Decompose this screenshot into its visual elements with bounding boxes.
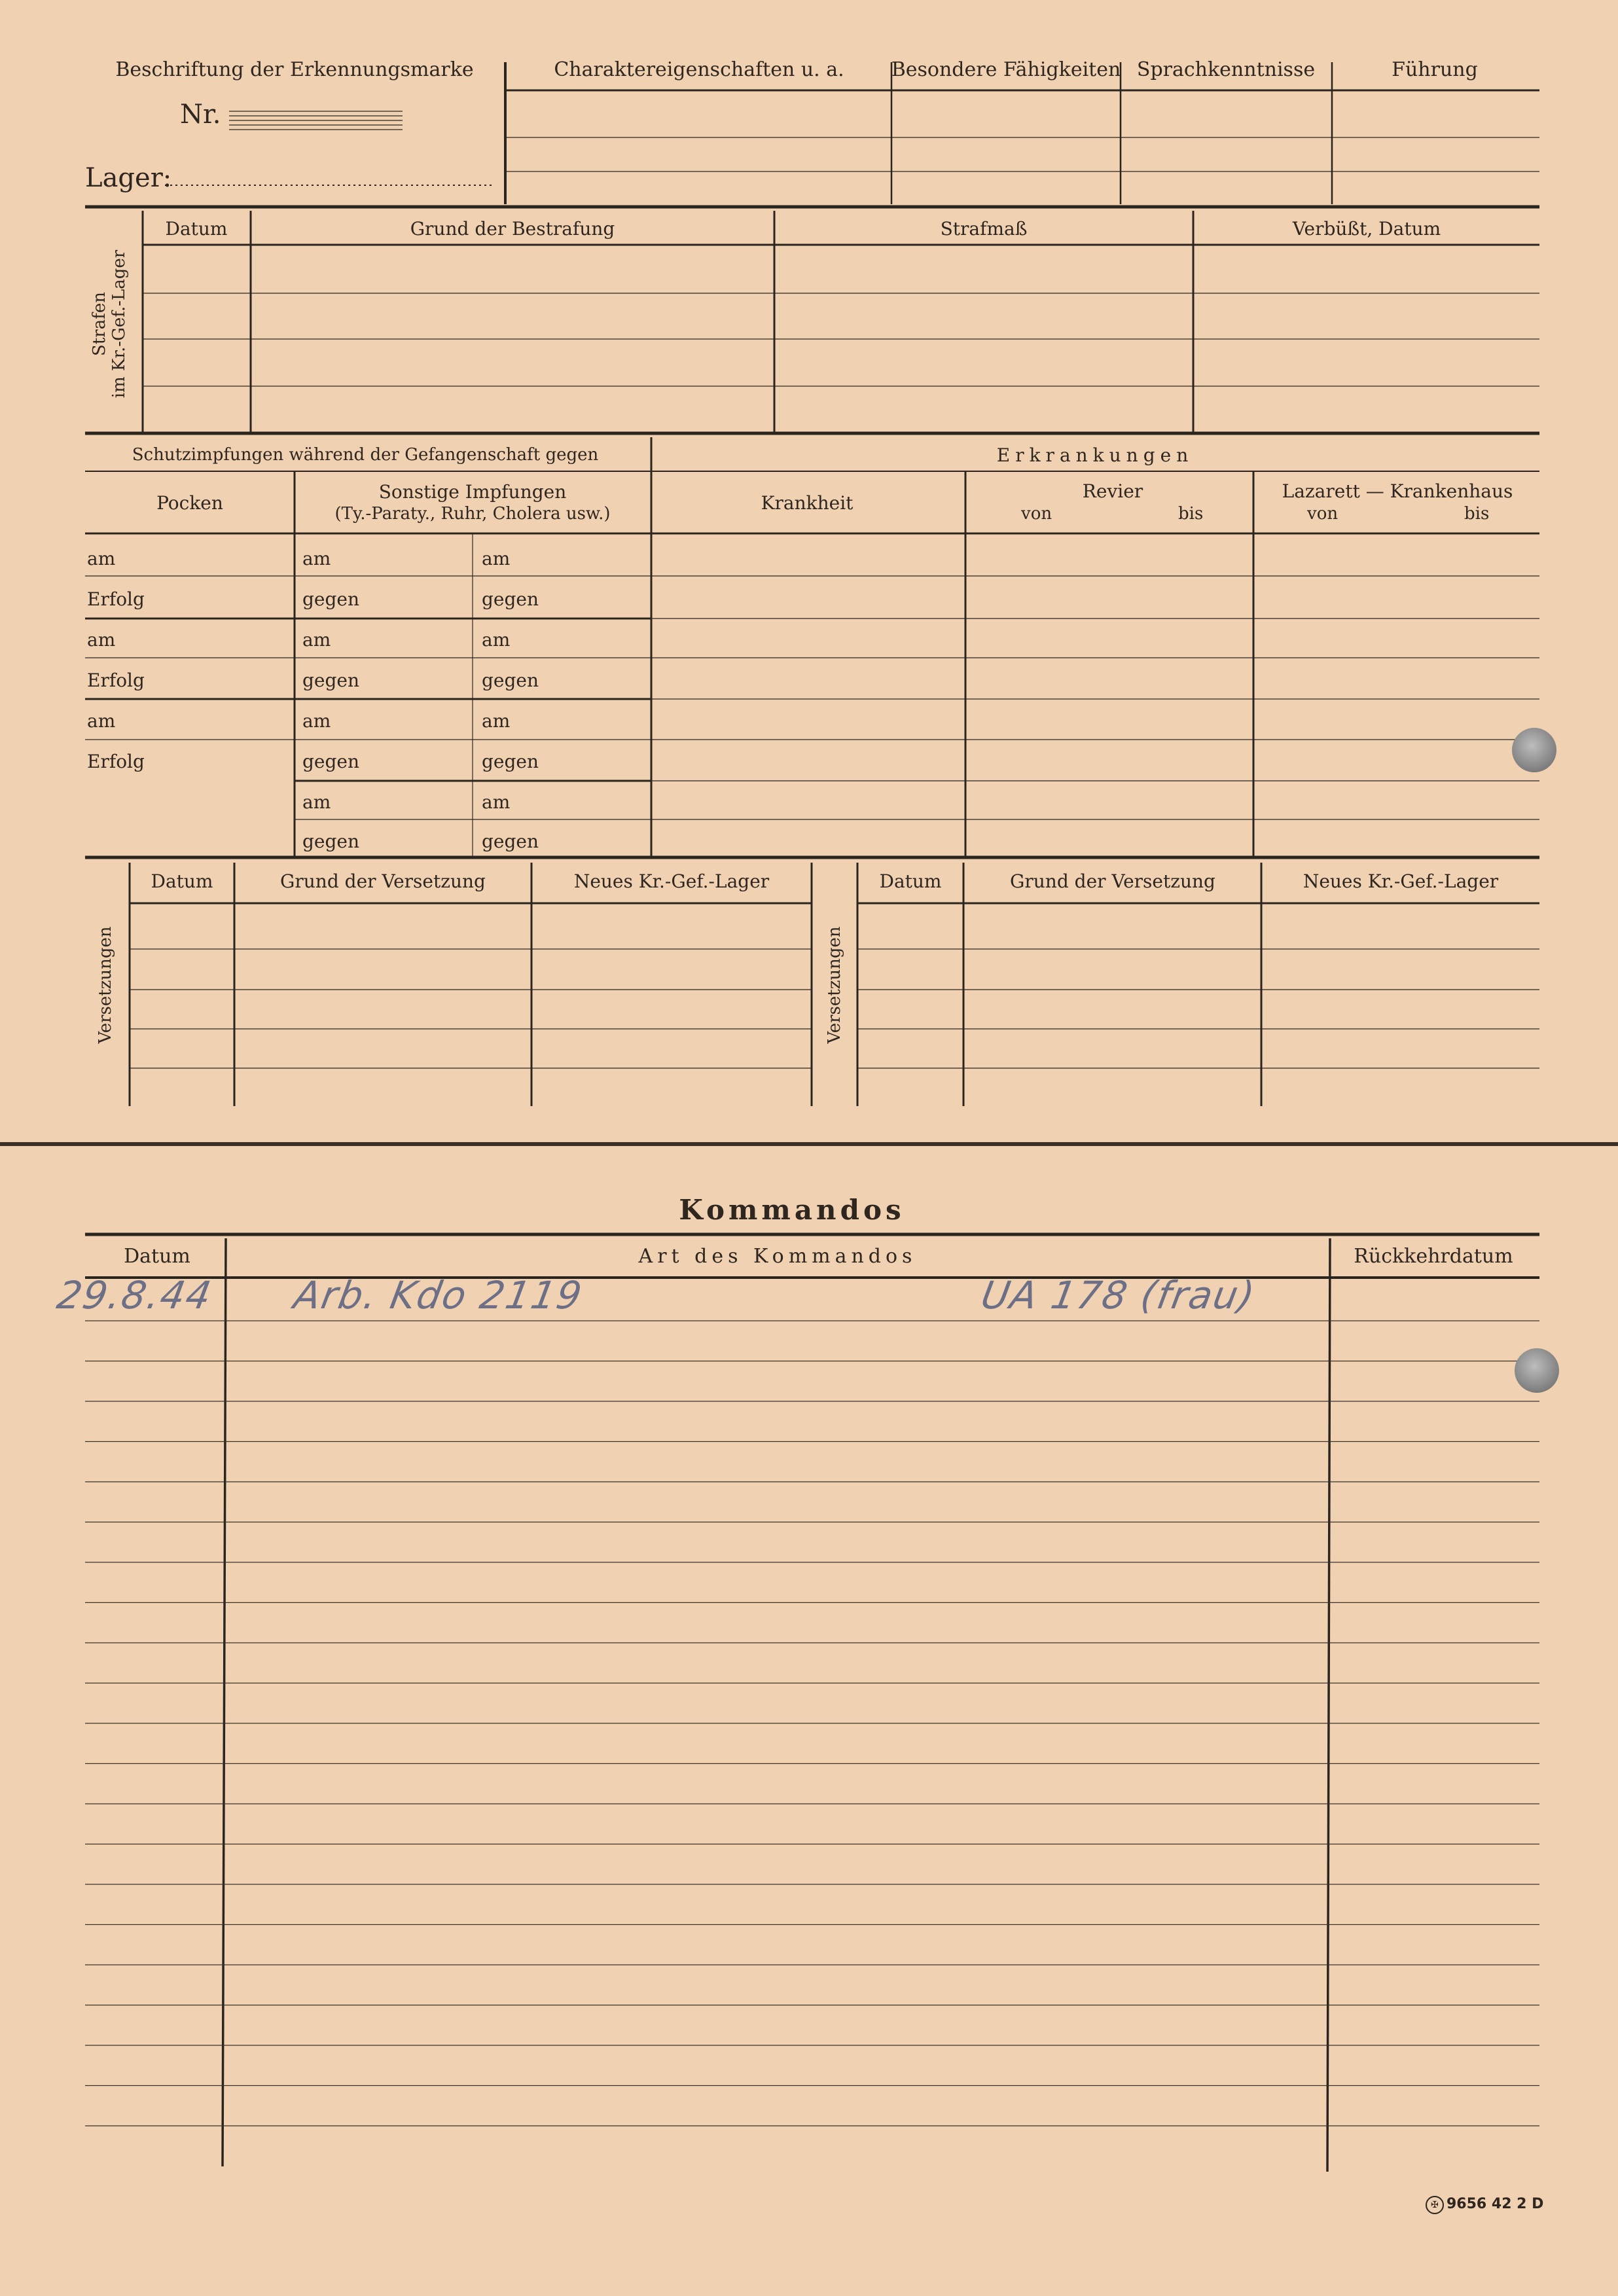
versetzung-grund-header-right: Grund der Versetzung xyxy=(1010,870,1215,892)
sonstige-a-am-3: am xyxy=(302,710,331,732)
punch-hole-icon xyxy=(1512,728,1556,772)
revier-bis: bis xyxy=(1178,504,1204,524)
sonstige-a-gegen-4: gegen xyxy=(302,831,360,852)
pocken-erfolg-2: Erfolg xyxy=(87,670,145,691)
sonstige-b-am-1: am xyxy=(482,548,511,569)
handwritten-datum: 29.8.44 xyxy=(54,1273,216,1318)
kommandos-art-header: Art des Kommandos xyxy=(638,1245,917,1268)
handwritten-kommando: Arb. Kdo 2119 xyxy=(291,1273,586,1318)
sonstige-header-2: (Ty.-Paraty., Ruhr, Cholera usw.) xyxy=(334,504,611,524)
versetzung-lager-header-right: Neues Kr.-Gef.-Lager xyxy=(1303,870,1499,892)
sonstige-b-gegen-1: gegen xyxy=(482,588,539,610)
strafen-verbuesst-header: Verbüßt, Datum xyxy=(1292,218,1441,240)
erkrankungen-title: Erkrankungen xyxy=(996,444,1194,466)
strafen-datum-header: Datum xyxy=(165,218,228,240)
versetzung-datum-header-right: Datum xyxy=(879,870,942,892)
fuehrung-header: Führung xyxy=(1392,58,1478,81)
versetzung-grund-header-left: Grund der Versetzung xyxy=(280,870,486,892)
sonstige-b-gegen-3: gegen xyxy=(482,751,539,772)
pocken-am-3: am xyxy=(87,710,116,732)
sonstige-a-gegen-3: gegen xyxy=(302,751,360,772)
sonstige-a-am-2: am xyxy=(302,629,331,651)
punch-hole-icon xyxy=(1515,1348,1559,1393)
pocken-erfolg-1: Erfolg xyxy=(87,588,145,610)
nr-label: Nr. xyxy=(180,99,221,130)
strafen-grund-header: Grund der Bestrafung xyxy=(410,218,615,240)
versetzung-lager-header-left: Neues Kr.-Gef.-Lager xyxy=(573,870,770,892)
lazarett-bis: bis xyxy=(1464,504,1490,524)
faehigkeiten-header: Besondere Fähigkeiten xyxy=(891,58,1121,81)
sonstige-a-am-1: am xyxy=(302,548,331,569)
kommandos-title: Kommandos xyxy=(679,1194,905,1226)
krankheit-header: Krankheit xyxy=(761,492,854,514)
sonstige-a-gegen-2: gegen xyxy=(302,670,360,691)
revier-von: von xyxy=(1021,504,1052,524)
kommandos-rueckkehr-header: Rückkehrdatum xyxy=(1354,1245,1513,1268)
form-number: 9656 42 2 D xyxy=(1447,2196,1544,2212)
lazarett-von: von xyxy=(1307,504,1339,524)
sonstige-b-gegen-4: gegen xyxy=(482,831,539,852)
sonstige-b-am-4: am xyxy=(482,791,511,813)
lazarett-header: Lazarett — Krankenhaus xyxy=(1282,480,1513,502)
sonstige-b-am-2: am xyxy=(482,629,511,651)
pocken-am-2: am xyxy=(87,629,116,651)
sonstige-b-am-3: am xyxy=(482,710,511,732)
revier-header: Revier xyxy=(1082,480,1143,502)
handwritten-note: UA 178 (frau) xyxy=(978,1273,1259,1318)
sonstige-a-gegen-1: gegen xyxy=(302,588,360,610)
pocken-am-1: am xyxy=(87,548,116,569)
sonstige-a-am-4: am xyxy=(302,791,331,813)
printer-mark-icon: ✠ xyxy=(1426,2196,1444,2214)
strafen-strafmass-header: Strafmaß xyxy=(940,218,1028,240)
lager-label: Lager: xyxy=(85,163,172,193)
impfungen-title: Schutzimpfungen während der Gefangenschaft gegen xyxy=(132,445,599,465)
sonstige-header-1: Sonstige Impfungen xyxy=(378,481,567,503)
sprachen-header: Sprachkenntnisse xyxy=(1136,58,1316,81)
versetzungen-side-label-right: Versetzungen xyxy=(825,926,845,1044)
versetzung-datum-header-left: Datum xyxy=(151,870,213,892)
charakter-header: Charaktereigenschaften u. a. xyxy=(554,58,844,81)
erkennungsmarke-label: Beschriftung der Erkennungsmarke xyxy=(115,58,474,81)
pocken-header: Pocken xyxy=(156,492,223,514)
strafen-side-label: Strafen im Kr.-Gef.-Lager xyxy=(90,249,129,399)
kommandos-datum-header: Datum xyxy=(124,1245,190,1268)
sonstige-b-gegen-2: gegen xyxy=(482,670,539,691)
pocken-erfolg-3: Erfolg xyxy=(87,751,145,772)
versetzungen-side-label-left: Versetzungen xyxy=(96,926,116,1044)
